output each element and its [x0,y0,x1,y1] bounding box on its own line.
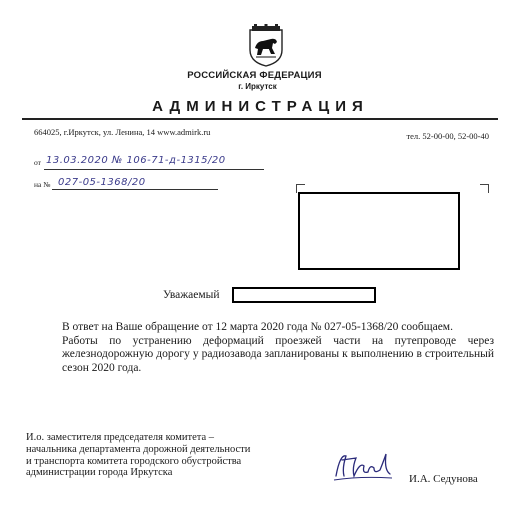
reference-label: на № [34,180,51,189]
from-date-underline [44,169,264,170]
header-divider [22,118,498,120]
paragraph-works [26,335,494,375]
reference-underline [52,189,218,190]
paragraph-reply: В ответ на Ваше обращение от 12 марта 2020 года № 027-05-1368/20 сообщаем. [62,321,453,333]
position-line-1: И.о. заместителя председателя комитета – [26,432,214,443]
from-date-label: от [34,158,41,167]
addressee-corner-top-right [480,184,489,193]
salutation: Уважаемый [163,289,220,301]
paragraph-works-text: Работы по устранению деформаций проезжей части на путепроводе через железнодорожную дорогу у радиозавода запланированы к выполнению в строительный сезон 2020 года. [62,335,494,374]
reference-value: 027-05-1368/20 [58,177,146,188]
organization-title: АДМИНИСТРАЦИЯ [152,98,369,115]
signer-name: И.А. Седунова [409,473,478,485]
handwritten-signature [330,446,400,486]
from-date-value: 13.03.2020 № 106-71-д-1315/20 [46,155,226,166]
signatory-position [26,432,316,479]
position-line-4: администрации города Иркутска [26,467,173,479]
redacted-recipient-name [232,287,376,303]
country-name: РОССИЙСКАЯ ФЕДЕРАЦИЯ [187,70,322,81]
position-line-2: начальника департамента дорожной деятельности [26,443,251,455]
position-line-3: и транспорта комитета городского обустройства [26,455,242,467]
irkutsk-coat-of-arms-icon [246,24,286,68]
city-name: г. Иркутск [238,82,277,91]
phone-line: тел. 52-00-00, 52-00-40 [406,131,489,141]
redacted-addressee [298,192,460,270]
address-line: 664025, г.Иркутск, ул. Ленина, 14 www.admirk.ru [34,127,211,137]
